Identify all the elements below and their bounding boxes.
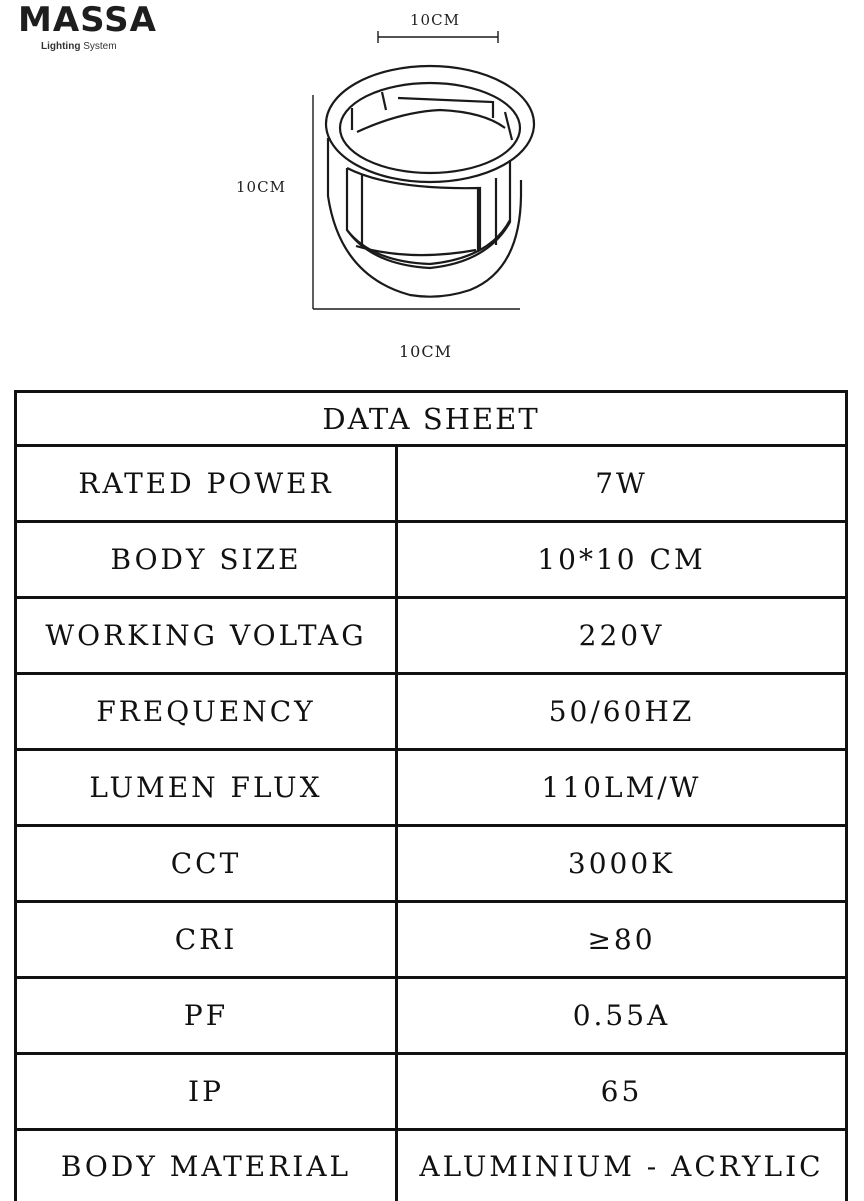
data-sheet-title: DATA SHEET bbox=[17, 393, 845, 447]
spec-label: LUMEN FLUX bbox=[17, 751, 398, 824]
table-row bbox=[17, 751, 845, 827]
spec-label: PF bbox=[17, 979, 398, 1052]
spec-value: 7W bbox=[595, 467, 648, 500]
brand-name: MASSA bbox=[18, 0, 157, 40]
table-row bbox=[17, 1055, 845, 1131]
table-row bbox=[17, 903, 845, 979]
spec-value: ≥80 bbox=[587, 923, 656, 956]
spec-label: FREQUENCY bbox=[17, 675, 398, 748]
spec-value: 220V bbox=[578, 619, 665, 652]
table-row bbox=[17, 1131, 845, 1201]
table-row bbox=[17, 447, 845, 523]
dimension-label-width-top: 10CM bbox=[410, 11, 460, 29]
spec-value: 3000K bbox=[567, 847, 676, 880]
spec-value: 65 bbox=[600, 1075, 643, 1108]
spec-value: 10*10 CM bbox=[537, 543, 706, 576]
spec-label: WORKING VOLTAG bbox=[17, 599, 398, 672]
dimension-label-height: 10CM bbox=[236, 178, 286, 196]
table-row bbox=[17, 599, 845, 675]
spec-value: 110LM/W bbox=[541, 771, 702, 804]
spec-label: CRI bbox=[17, 903, 398, 976]
table-row bbox=[17, 523, 845, 599]
table-row bbox=[17, 675, 845, 751]
spec-value: ALUMINIUM - ACRYLIC bbox=[419, 1149, 824, 1183]
spec-label: CCT bbox=[17, 827, 398, 900]
table-row bbox=[17, 979, 845, 1055]
brand-tagline-bold: Lighting bbox=[41, 41, 81, 52]
spec-value: 50/60HZ bbox=[548, 695, 695, 728]
table-row bbox=[17, 827, 845, 903]
product-drawing bbox=[0, 0, 864, 380]
spec-label: BODY MATERIAL bbox=[17, 1131, 398, 1201]
brand-tagline-rest: System bbox=[83, 41, 117, 52]
spec-label: BODY SIZE bbox=[17, 523, 398, 596]
data-sheet-table bbox=[14, 390, 848, 1201]
dimension-label-width-bottom: 10CM bbox=[399, 342, 452, 361]
spec-value: 0.55A bbox=[572, 999, 671, 1032]
spec-label: IP bbox=[17, 1055, 398, 1128]
spec-label: RATED POWER bbox=[17, 447, 398, 520]
fixture-line-drawing bbox=[0, 0, 864, 380]
